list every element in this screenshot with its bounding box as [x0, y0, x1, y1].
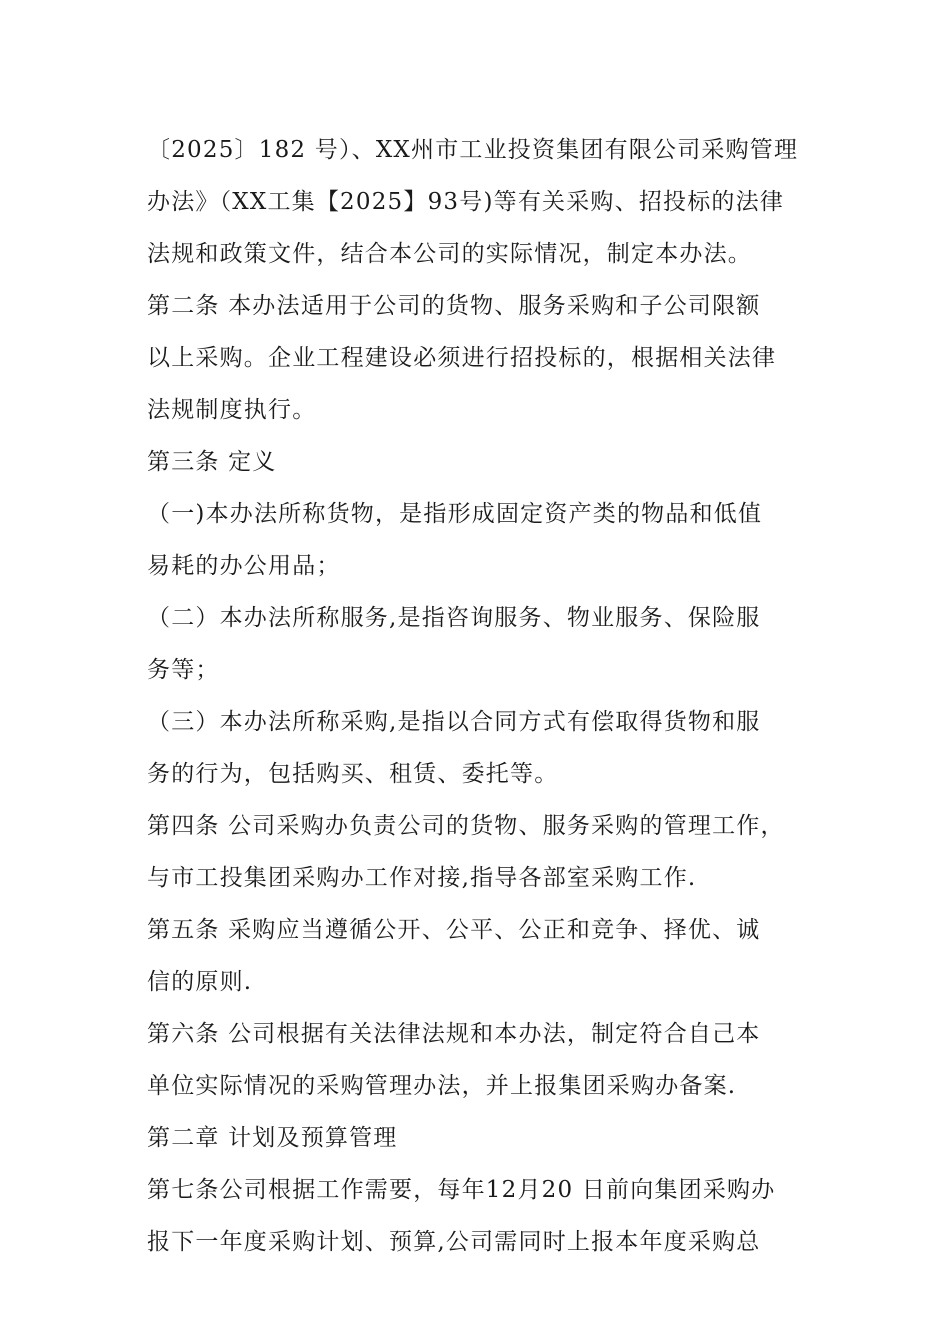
text-line: 以上采购。企业工程建设必须进行招投标的，根据相关法律 — [147, 345, 777, 371]
text-line: 信的原则. — [147, 969, 253, 995]
definition-1-line: （一)本办法所称货物，是指形成固定资产类的物品和低值 — [147, 501, 763, 527]
article-2-line: 第二条 本办法适用于公司的货物、服务采购和子公司限额 — [147, 293, 761, 319]
text-line: 〔2025〕182 号）、XX州市工业投资集团有限公司采购管理 — [147, 137, 799, 163]
article-7-line: 第七条公司根据工作需要，每年12月20 日前向集团采购办 — [147, 1177, 776, 1203]
article-4-line: 第四条 公司采购办负责公司的货物、服务采购的管理工作， — [147, 813, 785, 839]
text-line: 务的行为，包括购买、租赁、委托等。 — [147, 761, 559, 787]
text-line: 报下一年度采购计划、预算,公司需同时上报本年度采购总 — [147, 1229, 761, 1255]
text-line: 法规和政策文件，结合本公司的实际情况，制定本办法。 — [147, 241, 752, 267]
text-line: 务等； — [147, 657, 220, 683]
definition-3-line: （三）本办法所称采购,是指以合同方式有偿取得货物和服 — [147, 709, 761, 735]
text-line: 单位实际情况的采购管理办法，并上报集团采购办备案. — [147, 1073, 737, 1099]
article-3-heading: 第三条 定义 — [147, 449, 277, 475]
chapter-2-heading: 第二章 计划及预算管理 — [147, 1125, 398, 1151]
article-6-line: 第六条 公司根据有关法律法规和本办法，制定符合自己本 — [147, 1021, 761, 1047]
text-line: 易耗的办公用品； — [147, 553, 341, 579]
text-line: 与市工投集团采购办工作对接,指导各部室采购工作. — [147, 865, 697, 891]
article-5-line: 第五条 采购应当遵循公开、公平、公正和竞争、择优、诚 — [147, 917, 761, 943]
document-body — [147, 128, 827, 1272]
text-line: 办法》（XX工集【2025】93号)等有关采购、招投标的法律 — [147, 189, 785, 215]
definition-2-line: （二）本办法所称服务,是指咨询服务、物业服务、保险服 — [147, 605, 761, 631]
text-line: 法规制度执行。 — [147, 397, 317, 423]
